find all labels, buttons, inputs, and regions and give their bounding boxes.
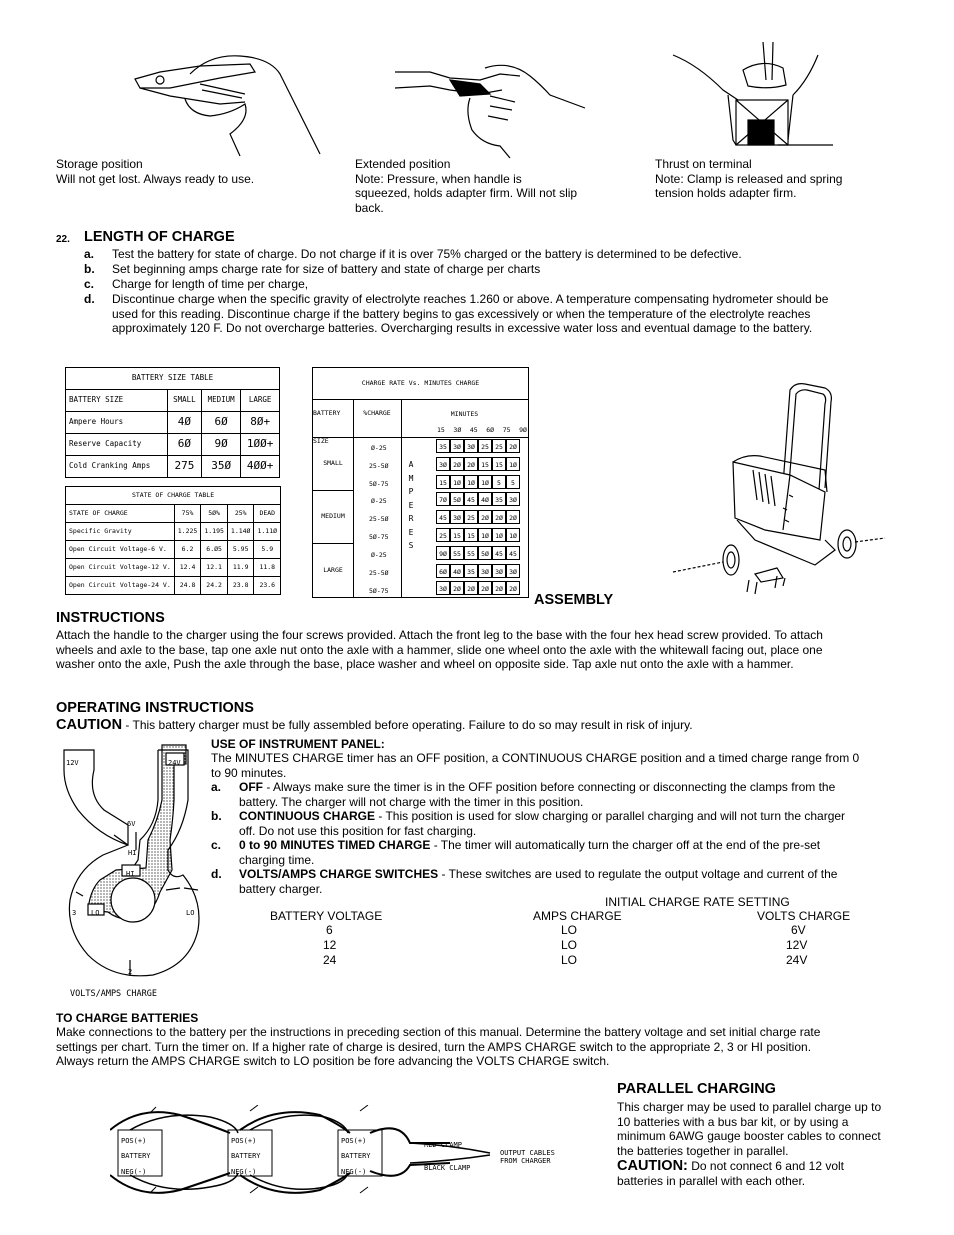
amperes-letter: A <box>408 460 414 469</box>
charge-rate-table <box>312 367 529 598</box>
charge-rate-cell: 3Ø <box>506 492 520 506</box>
size-medium: MEDIUM <box>313 490 354 544</box>
table-cell: LO <box>561 923 578 937</box>
charge-rate-cell: 5Ø <box>450 492 464 506</box>
table-cell: 12.4 <box>174 559 201 577</box>
dial-label-2: 2 <box>128 968 133 976</box>
caption-note: Will not get lost. Always ready to use. <box>56 171 255 186</box>
charge-cell: 5Ø-75 <box>369 587 389 595</box>
table-cell: 1.225 <box>174 523 201 541</box>
charge-cell: 25-5Ø <box>369 515 389 523</box>
charge-rate-cell: 3Ø <box>450 439 464 453</box>
panel-heading: USE OF INSTRUMENT PANEL: <box>211 737 385 751</box>
charge-rate-cell: 4Ø <box>450 564 464 578</box>
charge-rate-cell: 5 <box>506 475 520 489</box>
item-label: a. <box>84 247 95 261</box>
item-label: b. <box>84 262 95 276</box>
parallel-text: This charger may be used to parallel charge up to 10 batteries with a bus bar kit, or by using a minimum 6AWG gauge booster cables to connect the batteries together in parallel. <box>617 1100 882 1158</box>
charge-rate-cell: 35 <box>464 564 478 578</box>
amperes-letter: E <box>408 527 414 537</box>
table-header: LARGE <box>241 390 280 412</box>
minutes-header <box>401 399 528 438</box>
table-title: BATTERY SIZE TABLE <box>66 368 280 390</box>
table-header: 25% <box>227 505 254 523</box>
table-cell: Open Circuit Voltage-24 V. <box>66 577 175 595</box>
output-cables-label-1: OUTPUT CABLES <box>500 1149 555 1157</box>
table-header: STATE OF CHARGE <box>66 505 175 523</box>
item-body <box>239 838 861 867</box>
charge-rate-cell: 1Ø <box>492 528 506 542</box>
charge-rate-cell: 3Ø <box>436 457 450 471</box>
clamp-caption-thrust <box>655 157 865 201</box>
table-cell: Cold Cranking Amps <box>66 456 168 478</box>
charge-rate-cell: 4Ø <box>478 492 492 506</box>
minute-value: 45 <box>469 426 478 434</box>
table-cell: 1.195 <box>201 523 228 541</box>
charge-rate-cell: 6Ø <box>436 564 450 578</box>
parallel-wiring-diagram <box>110 1105 580 1195</box>
table-cell: 5.9 <box>254 541 281 559</box>
length-of-charge-section <box>56 230 856 350</box>
table-cell: 9Ø <box>201 434 240 456</box>
clamp-caption-storage <box>56 157 336 186</box>
battery-3-label: BATTERY <box>341 1152 371 1160</box>
rate-table-title: INITIAL CHARGE RATE SETTING <box>605 895 790 909</box>
table-cell: 5.95 <box>227 541 254 559</box>
table-cell: 6 <box>326 923 333 937</box>
amperes-letter: M <box>408 473 414 483</box>
panel-intro: The MINUTES CHARGE timer has an OFF position, a CONTINUOUS CHARGE position and a timed charge range from 0 to 90 minutes. <box>211 751 860 780</box>
table-header: 75% <box>174 505 201 523</box>
dial-label-6v: 6V <box>127 820 136 828</box>
charge-rate-cell: 2Ø <box>464 457 478 471</box>
charge-rate-cell: 35 <box>436 439 450 453</box>
dial-label-24v: 24V <box>168 759 181 767</box>
clamp-storage-illustration <box>130 44 330 159</box>
table-cell: 6V <box>791 923 806 937</box>
amperes-label <box>401 458 421 553</box>
table-cell: LO <box>561 938 578 952</box>
caption-title: Extended position <box>355 157 451 171</box>
charge-rate-cell: 1Ø <box>478 528 492 542</box>
item-label: b. <box>211 809 222 823</box>
charge-rate-cell: 15 <box>492 457 506 471</box>
table-title: STATE OF CHARGE TABLE <box>66 487 281 505</box>
item-term: VOLTS/AMPS CHARGE SWITCHES <box>239 867 439 881</box>
table-cell: Specific Gravity <box>66 523 175 541</box>
charge-column <box>353 437 402 597</box>
table-cell: Reserve Capacity <box>66 434 168 456</box>
table-cell: 12 <box>323 938 337 952</box>
item-text: Test the battery for state of charge. Do not charge if it is over 75% charged or the battery is determined to be defective. <box>112 247 742 261</box>
table-cell: 6.Ø5 <box>201 541 228 559</box>
caption-title: Thrust on terminal <box>655 157 752 171</box>
charge-rate-cell: 15 <box>464 528 478 542</box>
parallel-caution <box>617 1159 877 1188</box>
rate-header-amps: AMPS CHARGE <box>533 909 622 923</box>
clamp-thrust-illustration <box>668 40 838 155</box>
charge-cell: 5Ø-75 <box>369 480 389 488</box>
list-item <box>56 262 856 277</box>
dial-label-12v: 12V <box>66 759 79 767</box>
table-cell: 24.2 <box>201 577 228 595</box>
panel-item-timed <box>211 838 861 867</box>
table-cell: 6Ø <box>167 434 201 456</box>
charger-cart-illustration <box>665 380 890 600</box>
charge-rate-cell: 3Ø <box>450 510 464 524</box>
minutes-label: MINUTES <box>450 410 479 418</box>
instructions-heading: INSTRUCTIONS <box>56 610 165 626</box>
panel-item-off <box>211 780 861 809</box>
table-header: %CHARGE <box>353 399 402 438</box>
item-text: - This position is used for slow charging or parallel charging and will not turn the charger off. Do not use this position for fast charging. <box>239 809 846 838</box>
table-cell: 1ØØ+ <box>241 434 280 456</box>
operating-heading: OPERATING INSTRUCTIONS <box>56 700 254 716</box>
charge-rate-cell: 15 <box>436 475 450 489</box>
charge-cell: Ø-25 <box>371 497 387 505</box>
table-cell: 24V <box>786 953 808 967</box>
length-of-charge-heading: LENGTH OF CHARGE <box>84 229 235 245</box>
charge-cell: Ø-25 <box>371 444 387 452</box>
charge-rate-cell: 2Ø <box>506 581 520 595</box>
minute-value: 6Ø <box>486 426 495 434</box>
table-cell: 1.14Ø <box>227 523 254 541</box>
charge-rate-cell: 2Ø <box>464 581 478 595</box>
dial-label-lo: LO <box>186 909 195 917</box>
item-body <box>239 780 861 809</box>
item-text: - The timer will automatically turn the charger off at the end of the pre-set charging time. <box>239 838 821 867</box>
charge-rate-cell: 2Ø <box>492 510 506 524</box>
charge-rate-cell: 3Ø <box>464 439 478 453</box>
item-label: d. <box>84 292 95 306</box>
minute-value: 3Ø <box>453 426 462 434</box>
amperes-letter: R <box>408 514 414 523</box>
item-term: OFF <box>239 780 263 794</box>
charge-rate-cell: 1Ø <box>506 457 520 471</box>
battery-2-pos: POS(+) <box>231 1137 257 1145</box>
operating-caution <box>56 718 856 733</box>
charge-rate-cell: 2Ø <box>506 439 520 453</box>
charge-rate-cell: 2Ø <box>506 510 520 524</box>
table-cell: 4ØØ+ <box>241 456 280 478</box>
battery-1-neg: NEG(-) <box>121 1168 147 1176</box>
charge-rate-cell: 55 <box>464 546 478 560</box>
charge-rate-cell: 1Ø <box>450 475 464 489</box>
charge-rate-cell: 35 <box>492 492 506 506</box>
table-cell: 12.1 <box>201 559 228 577</box>
table-cell: 4Ø <box>167 412 201 434</box>
battery-1-pos: POS(+) <box>121 1137 147 1145</box>
table-cell: Ampere Hours <box>66 412 168 434</box>
state-of-charge-table <box>65 486 281 595</box>
list-item <box>56 277 856 292</box>
charge-rate-cell: 2Ø <box>450 457 464 471</box>
amperes-letter: E <box>408 500 414 510</box>
to-charge-heading: TO CHARGE BATTERIES <box>56 1011 199 1025</box>
dial-label-lo-box: LO <box>91 909 100 917</box>
table-cell: 6Ø <box>201 412 240 434</box>
table-cell: LO <box>561 953 578 967</box>
battery-2-neg: NEG(-) <box>231 1168 257 1176</box>
assembly-heading: ASSEMBLY <box>534 592 614 608</box>
charge-rate-cell: 2Ø <box>478 581 492 595</box>
charge-rate-cell: 2Ø <box>478 510 492 524</box>
charge-cell: 25-5Ø <box>369 462 389 470</box>
parallel-heading: PARALLEL CHARGING <box>617 1081 776 1097</box>
rate-header-voltage: BATTERY VOLTAGE <box>270 909 383 923</box>
charge-cell: 5Ø-75 <box>369 533 389 541</box>
table-cell: 11.8 <box>254 559 281 577</box>
table-cell: 23.8 <box>227 577 254 595</box>
table-row <box>300 953 840 968</box>
charge-rate-cell: 3Ø <box>436 581 450 595</box>
caption-note: Note: Pressure, when handle is squeezed, holds adapter firm. Will not slip back. <box>355 171 578 215</box>
charge-rate-cell: 2Ø <box>492 581 506 595</box>
item-label: a. <box>211 780 222 794</box>
battery-3-neg: NEG(-) <box>341 1168 367 1176</box>
charge-cell: Ø-25 <box>371 551 387 559</box>
charge-rate-cell: 15 <box>478 457 492 471</box>
table-header: BATTERY SIZE <box>66 390 168 412</box>
charge-rate-cell: 2Ø <box>450 581 464 595</box>
charge-rate-cell: 1Ø <box>464 475 478 489</box>
table-cell: 275 <box>167 456 201 478</box>
panel-item-continuous <box>211 809 861 838</box>
item-text: - Always make sure the timer is in the OFF position before connecting or disconnecting the clamps from the battery. The charger will not charge with the timer in this position. <box>239 780 836 809</box>
item-label: c. <box>84 277 95 291</box>
to-charge-text: Make connections to the battery per the instructions in preceding section of this manual. Determine the battery voltage and set initial charge rate settings per chart. Turn the timer on. If a higher rate of charge is desired, turn the AMPS CHARGE switch to the appropriate 2, 3 or HI position. Always return the AMPS CHARGE switch to LO position be fore advancing the VOLTS CHARGE switch. <box>56 1025 821 1068</box>
table-cell: 24.8 <box>174 577 201 595</box>
charge-rate-cell: 3Ø <box>506 564 520 578</box>
table-cell: Open Circuit Voltage-12 V. <box>66 559 175 577</box>
charge-rate-cell: 7Ø <box>436 492 450 506</box>
battery-2-label: BATTERY <box>231 1152 261 1160</box>
caution-text: - This battery charger must be fully assembled before operating. Failure to do so may result in risk of injury. <box>122 718 693 732</box>
clamp-caption-extended <box>355 157 580 215</box>
charge-rate-cell: 45 <box>492 546 506 560</box>
charge-rate-cell: 5 <box>492 475 506 489</box>
minute-value: 75 <box>502 426 511 434</box>
table-cell: 1.11Ø <box>254 523 281 541</box>
item-text: Set beginning amps charge rate for size of battery and state of charge per charts <box>112 262 541 276</box>
dial-label-hi: HI <box>126 870 135 878</box>
charge-rate-cell: 45 <box>464 492 478 506</box>
assembly-text: Attach the handle to the charger using the four screws provided. Attach the front leg to the base with the four hex head screw provided. To attach wheels and axle to the base, tap one axle nut onto the axle with a hammer, slide one wheel onto the axle with the whitewall facing out, place one washer onto the axle, Push the axle through the base, place washer and wheel on opposite side. Tap axle nut onto the axle with a hammer. <box>56 628 823 671</box>
charge-rate-cell: 25 <box>478 439 492 453</box>
list-item <box>56 292 856 350</box>
rate-header-volts: VOLTS CHARGE <box>757 909 851 923</box>
table-cell: Open Circuit Voltage-6 V. <box>66 541 175 559</box>
rate-rows <box>300 923 840 968</box>
item-body <box>239 867 871 896</box>
battery-3-pos: POS(+) <box>341 1137 367 1145</box>
caution-label: CAUTION: <box>617 1158 688 1174</box>
table-header: SMALL <box>167 390 201 412</box>
size-large: LARGE <box>313 543 354 597</box>
charge-rate-cell: 9Ø <box>436 546 450 560</box>
table-header: BATTERY SIZE <box>313 399 354 438</box>
item-term: CONTINUOUS CHARGE <box>239 809 376 823</box>
dial-label-hi-top: HI <box>128 849 137 857</box>
amperes-letter: P <box>408 487 414 496</box>
table-row <box>300 923 840 938</box>
charge-rate-cell: 1Ø <box>506 528 520 542</box>
table-header: MEDIUM <box>201 390 240 412</box>
minute-value: 9Ø <box>519 426 527 434</box>
charge-rate-cell: 45 <box>506 546 520 560</box>
charge-rate-cell: 15 <box>450 528 464 542</box>
table-cell: 12V <box>786 938 808 952</box>
table-cell: 6.2 <box>174 541 201 559</box>
list-item <box>56 247 856 262</box>
table-header: DEAD <box>254 505 281 523</box>
charge-rate-cell: 25 <box>436 528 450 542</box>
item-term: 0 to 90 MINUTES TIMED CHARGE <box>239 838 431 852</box>
minute-value: 15 <box>437 426 445 434</box>
table-cell: 24 <box>323 953 337 967</box>
charge-rate-cell: 3Ø <box>478 564 492 578</box>
battery-1-label: BATTERY <box>121 1152 151 1160</box>
dial-label-3: 3 <box>72 909 77 917</box>
charge-rate-cell: 45 <box>436 510 450 524</box>
dial-caption: VOLTS/AMPS CHARGE <box>70 989 157 999</box>
panel-item-switches <box>211 867 871 896</box>
minutes-values <box>437 423 527 438</box>
charge-rate-cell: 55 <box>450 546 464 560</box>
caption-title: Storage position <box>56 157 143 171</box>
battery-size-table <box>65 367 280 478</box>
item-text: Discontinue charge when the specific gravity of electrolyte reaches 1.260 or above. A temperature compensating hydrometer should be used for this reading. Discontinue charge if the battery begins to gas excessively or when the temperature of the electrolyte reaches approximately 120 F. Do not overcharge batteries. Overcharging results in excessive water loss and eventual damage to the battery. <box>112 292 829 335</box>
red-clamp-label: RED CLAMP <box>424 1141 462 1149</box>
size-small: SMALL <box>313 437 354 491</box>
item-body <box>239 809 861 838</box>
caution-label: CAUTION <box>56 717 123 733</box>
table-cell: 8Ø+ <box>241 412 280 434</box>
caption-note: Note: Clamp is released and spring tension holds adapter firm. <box>655 171 843 200</box>
item-text: - These switches are used to regulate the output voltage and current of the battery charger. <box>239 867 838 896</box>
item-label: d. <box>211 867 222 881</box>
charge-rate-cell: 25 <box>492 439 506 453</box>
table-title: CHARGE RATE Vs. MINUTES CHARGE <box>313 368 528 400</box>
item-label: c. <box>211 838 222 852</box>
table-cell: 23.6 <box>254 577 281 595</box>
table-row <box>300 938 840 953</box>
charge-rate-cell: 5Ø <box>478 546 492 560</box>
item-text: Charge for length of time per charge, <box>112 277 309 291</box>
black-clamp-label: BLACK CLAMP <box>424 1164 471 1172</box>
caution-text: Do not connect 6 and 12 volt batteries in parallel with each other. <box>617 1159 844 1188</box>
charge-cell: 25-5Ø <box>369 569 389 577</box>
table-header: 5Ø% <box>201 505 228 523</box>
clamp-extended-illustration <box>390 50 590 160</box>
charge-rate-cell: 25 <box>464 510 478 524</box>
section-number: 22. <box>56 234 70 245</box>
table-cell: 35Ø <box>201 456 240 478</box>
volts-amps-dial <box>58 740 206 1000</box>
charge-rate-cell: 1Ø <box>478 475 492 489</box>
output-cables-label-2: FROM CHARGER <box>500 1157 551 1165</box>
amperes-letter: S <box>408 541 414 550</box>
charge-rate-cell: 3Ø <box>492 564 506 578</box>
table-cell: 11.9 <box>227 559 254 577</box>
